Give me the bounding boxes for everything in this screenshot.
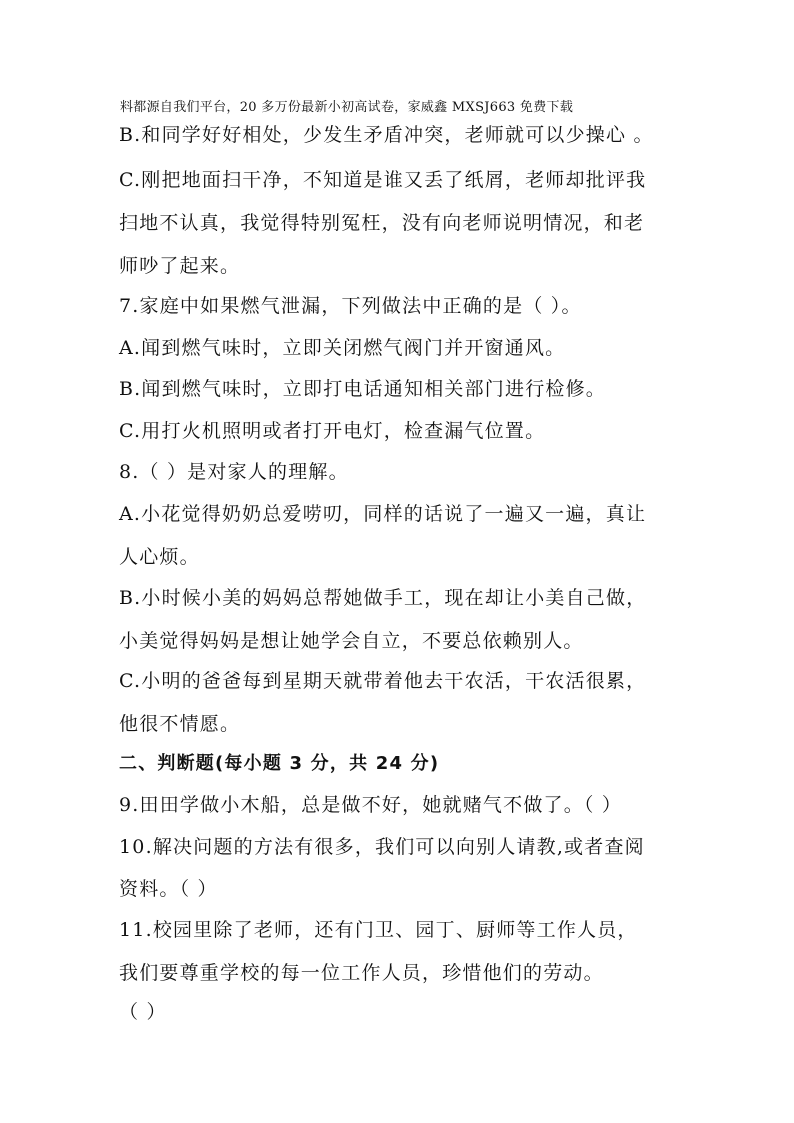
option-7c-line: C.用打火机照明或者打开电灯，检查漏气位置。 <box>119 420 546 442</box>
page-header: 料都源自我们平台，20 多万份最新小初高试卷，家威鑫 MXSJ663 免费下载 <box>120 100 574 115</box>
option-6b-line: B.和同学好好相处，少发生矛盾冲突，老师就可以少操心 。 <box>119 124 654 146</box>
section-title-judgement: 二、判断题(每小题 3 分，共 24 分) <box>119 753 440 774</box>
question-8: 8.（ ）是对家人的理解。 <box>119 461 349 483</box>
question-10-line-2: 资料。（ ） <box>119 878 218 900</box>
option-8b-line-1: B.小时候小美的妈妈总帮她做手工，现在却让小美自己做， <box>119 587 647 609</box>
option-8c-line-2: 他很不情愿。 <box>119 713 241 735</box>
option-7b-line: B.闻到燃气味时，立即打电话通知相关部门进行检修。 <box>119 378 607 400</box>
option-8b-line-2: 小美觉得妈妈是想让她学会自立，不要总依赖别人。 <box>119 630 584 652</box>
question-10-line-1: 10.解决问题的方法有很多，我们可以向别人请教,或者查阅 <box>119 836 645 858</box>
option-6c-line-3: 师吵了起来。 <box>119 255 241 277</box>
question-11-line-3: （ ） <box>119 1001 167 1023</box>
question-11-line-1: 11.校园里除了老师，还有门卫、园丁、厨师等工作人员， <box>119 919 638 941</box>
option-8a-line-1: A.小花觉得奶奶总爱唠叨，同样的话说了一遍又一遍，真让 <box>119 503 647 525</box>
option-6c-line-2: 扫地不认真，我觉得特别冤枉，没有向老师说明情况，和老 <box>119 212 645 234</box>
option-6c-line-1: C.刚把地面扫干净，不知道是谁又丢了纸屑，老师却批评我 <box>119 169 647 191</box>
question-11-line-2: 我们要尊重学校的每一位工作人员，珍惜他们的劳动。 <box>119 962 604 984</box>
option-8c-line-1: C.小明的爸爸每到星期天就带着他去干农活，干农活很累， <box>119 670 647 692</box>
question-9: 9.田田学做小木船，总是做不好，她就赌气不做了。（ ） <box>119 794 623 816</box>
option-8a-line-2: 人心烦。 <box>119 546 200 568</box>
option-7a-line: A.闻到燃气味时，立即关闭燃气阀门并开窗通风。 <box>119 337 566 359</box>
question-7: 7.家庭中如果燃气泄漏，下列做法中正确的是（ ）。 <box>119 295 582 317</box>
